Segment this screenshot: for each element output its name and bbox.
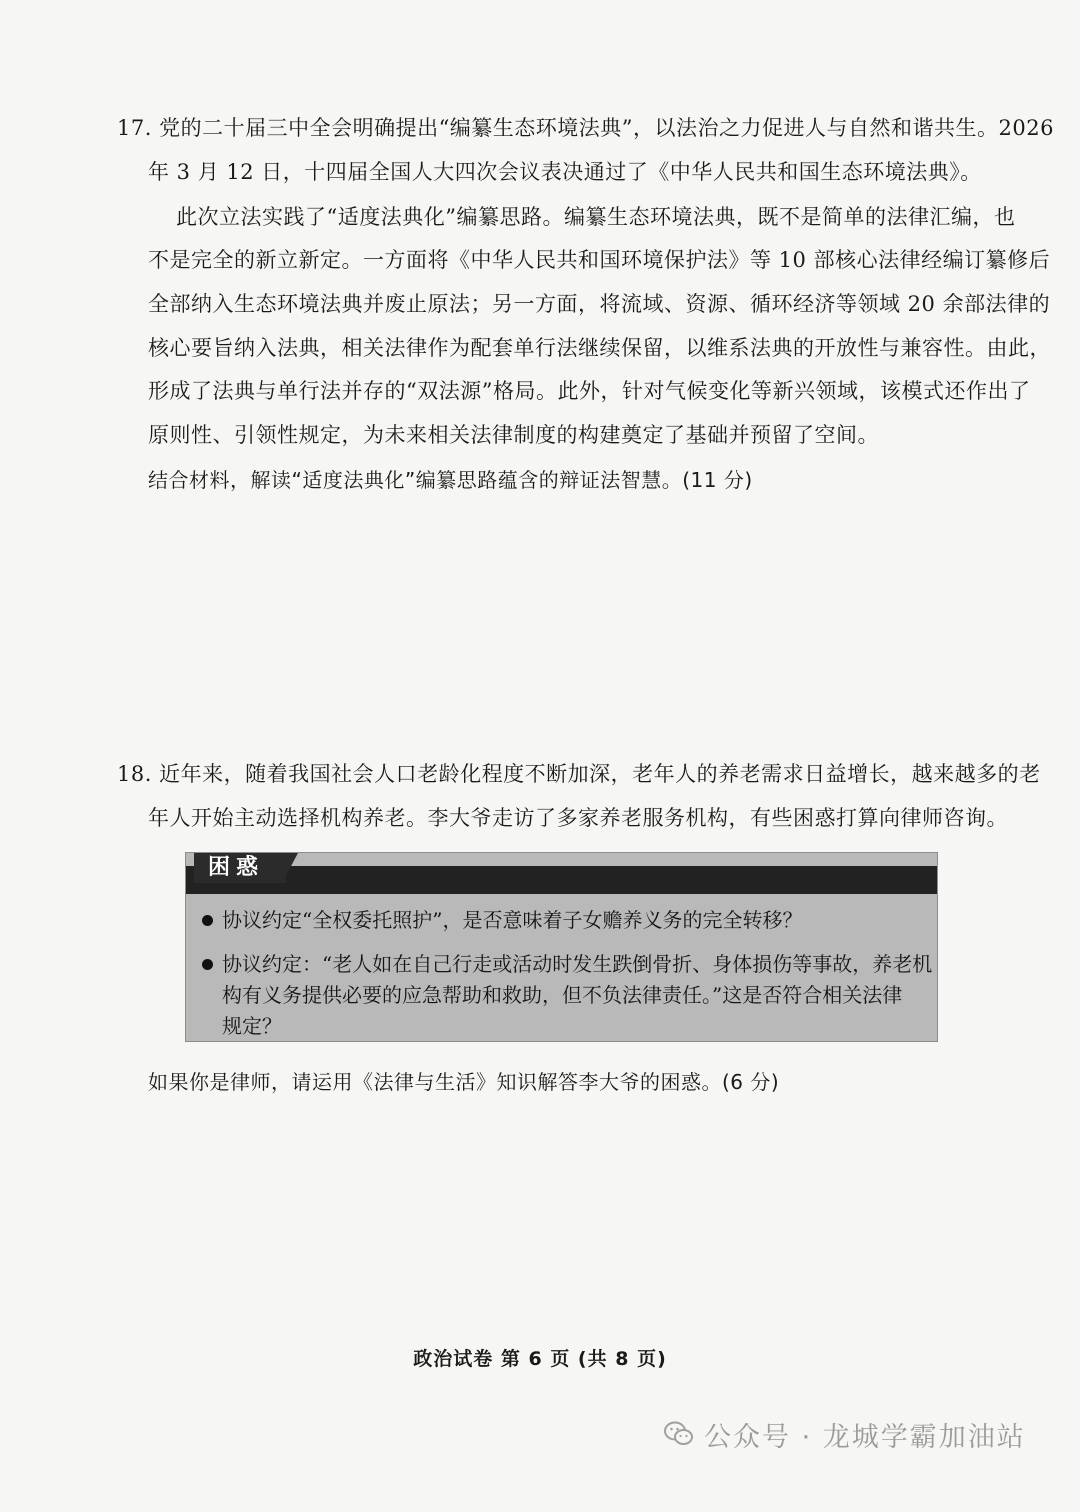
wechat-icon xyxy=(664,1421,694,1447)
q17-question-prompt: 结合材料，解读“适度法典化”编纂思路蕴含的辩证法智慧。(11 分) xyxy=(148,468,753,492)
q17-material-line-3: 全部纳入生态环境法典并废止原法；另一方面，将流域、资源、循环经济等领域 20 余部法律的 xyxy=(148,292,1051,316)
confusion-header-bar xyxy=(186,866,937,894)
q17-material-line-4: 核心要旨纳入法典，相关法律作为配套单行法继续保留，以维系法典的开放性与兼容性。由此， xyxy=(148,336,1051,360)
confusion-box xyxy=(185,852,938,1042)
q17-stem-line-2: 年 3 月 12 日，十四届全国人大四次会议表决通过了《中华人民共和国生态环境法典》。 xyxy=(148,160,982,184)
confusion-item-2-line-1: 协议约定：“老人如在自己行走或活动时发生跌倒骨折、身体损伤等事故，养老机 xyxy=(222,952,933,976)
q18-question-prompt: 如果你是律师，请运用《法律与生活》知识解答李大爷的困惑。(6 分) xyxy=(148,1070,780,1094)
confusion-item-1: 协议约定“全权委托照护”，是否意味着子女赡养义务的完全转移？ xyxy=(222,908,803,932)
q17-material-line-5: 形成了法典与单行法并存的“双法源”格局。此外，针对气候变化等新兴领域，该模式还作出了 xyxy=(148,379,1031,403)
confusion-title-slant xyxy=(282,853,298,883)
q17-material-line-2: 不是完全的新立新定。一方面将《中华人民共和国环境保护法》等 10 部核心法律经编订纂修后 xyxy=(148,248,1051,272)
q18-stem-line-1: 18. 近年来，随着我国社会人口老龄化程度不断加深，老年人的养老需求日益增长，越来越多的老 xyxy=(117,762,1041,786)
bullet-icon xyxy=(202,959,213,970)
bullet-icon xyxy=(202,915,213,926)
q17-stem-line-1: 17. 党的二十届三中全会明确提出“编纂生态环境法典”，以法治之力促进人与自然和谐共生。2026 xyxy=(117,116,1054,140)
q17-material-line-6: 原则性、引领性规定，为未来相关法律制度的构建奠定了基础并预留了空间。 xyxy=(148,423,879,447)
confusion-item-2-line-3: 规定？ xyxy=(222,1014,282,1038)
page-footer: 政治试卷 第 6 页 (共 8 页) xyxy=(413,1348,667,1370)
q18-stem-line-2: 年人开始主动选择机构养老。李大爷走访了多家养老服务机构，有些困惑打算向律师咨询。 xyxy=(148,806,1008,830)
watermark xyxy=(664,1414,1026,1454)
watermark-text: 公众号 · 龙城学霸加油站 xyxy=(704,1421,1026,1453)
confusion-item-2-line-2: 构有义务提供必要的应急帮助和救助，但不负法律责任。”这是否符合相关法律 xyxy=(222,983,903,1007)
confusion-title: 困惑 xyxy=(194,853,286,883)
q17-material-line-1: 此次立法实践了“适度法典化”编纂思路。编纂生态环境法典，既不是简单的法律汇编，也 xyxy=(176,205,1016,229)
